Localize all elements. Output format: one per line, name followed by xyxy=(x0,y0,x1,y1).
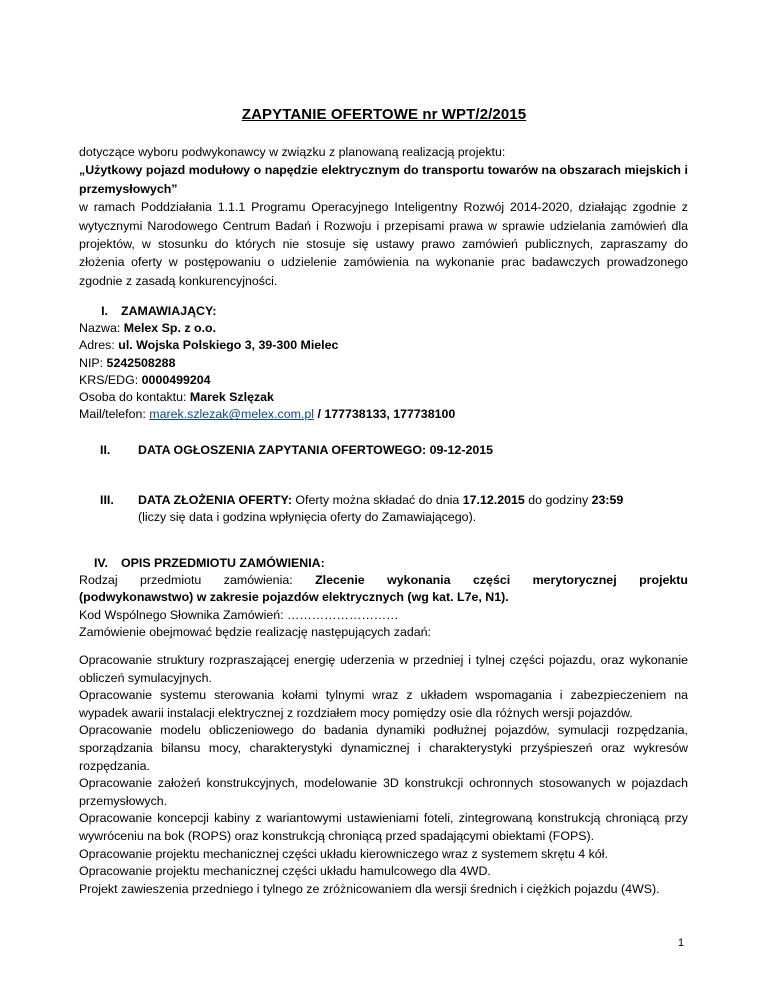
document-title: ZAPYTANIE OFERTOWE nr WPT/2/2015 xyxy=(241,106,527,123)
task-item: Opracowanie projektu mechanicznej części układu hamulcowego dla 4WD. xyxy=(79,864,491,879)
section-order-description xyxy=(79,555,688,641)
order-type-line: Rodzaj przedmiotu zamówienia: Zlecenie wykonania części merytorycznej projektu xyxy=(79,573,688,588)
orderer-krs: KRS/EDG: 0000499204 xyxy=(79,372,211,387)
orderer-mail-phone: Mail/telefon: marek.szlezak@melex.com.pl / 177738133, 177738100 xyxy=(79,407,456,422)
task-item: Opracowanie założeń konstrukcyjnych, modelowanie 3D konstrukcji ochronnych stosowanych w pojazdach przemysłowych. xyxy=(79,776,688,808)
section-orderer xyxy=(79,303,688,423)
section-offer-deadline xyxy=(79,492,688,526)
cpv-code: Kod Wspólnego Słownika Zamówień: ……………………… xyxy=(79,607,399,622)
orderer-name: Nazwa: Melex Sp. z o.o. xyxy=(79,321,217,336)
section-heading xyxy=(79,555,688,572)
email-link[interactable]: marek.szlezak@melex.com.pl xyxy=(149,407,315,422)
task-item: Opracowanie projektu mechanicznej części układu kierowniczego wraz z systemem skrętu 4 kół. xyxy=(79,846,608,861)
section-announcement-date xyxy=(79,442,688,459)
orderer-nip: NIP: 5242508288 xyxy=(79,355,176,370)
order-type-line-2: (podwykonawstwo) w zakresie pojazdów elektrycznych (wg kat. L7e, N1). xyxy=(79,590,509,605)
section-number: III. xyxy=(100,493,114,507)
section-title: DATA OGŁOSZENIA ZAPYTANIA OFERTOWEGO: 09-12-2015 xyxy=(138,443,494,457)
deadline-text: DATA ZŁOŻENIA OFERTY: Oferty można składać do dnia 17.12.2015 do godziny 23:59 xyxy=(138,493,624,507)
orderer-contact: Osoba do kontaktu: Marek Szlęzak xyxy=(79,390,274,405)
section-heading xyxy=(79,303,688,320)
task-item: Opracowanie systemu sterowania kołami tylnymi wraz z układem wspomagania i zabezpieczeniem na wypadek awarii instalacji elektrycznej z rozdziałem mocy pomiędzy osie dla różnych wersji pojazdów. xyxy=(79,688,688,720)
deadline-note: (liczy się data i godzina wpłynięcia oferty do Zamawiającego). xyxy=(138,510,477,525)
task-item: Projekt zawieszenia przedniego i tylnego ze zróżnicowaniem dla wersji średnich i ciężkich pojazdu (4WS). xyxy=(79,881,660,896)
section-title: ZAMAWIAJĄCY: xyxy=(121,304,217,318)
task-item: Opracowanie modelu obliczeniowego do badania dynamiki podłużnej pojazdów, symulacji rozpędzania, sporządzania bilansu mocy, charakterystyki dynamicznej i charakterystyki przyśpieszeń oraz wykresów rozpędzania. xyxy=(79,723,688,773)
page-number: 1 xyxy=(678,937,685,949)
task-list xyxy=(79,652,688,898)
task-item: Opracowanie struktury rozpraszającej energię uderzenia w przedniej i tylnej części pojazdu, oraz wykonanie obliczeń symulacyjnych. xyxy=(79,653,688,685)
tasks-intro: Zamówienie obejmować będzie realizację następujących zadań: xyxy=(79,624,431,639)
section-title: OPIS PRZEDMIOTU ZAMÓWIENIA: xyxy=(121,556,325,570)
intro-body: w ramach Poddziałania 1.1.1 Programu Operacyjnego Inteligentny Rozwój 2014-2020, działając zgodnie z wytycznymi Narodowego Centrum Badań i Rozwoju i przepisami prawa w sprawie udzielania zamówień dla projektów, w stosunku do których nie stosuje się ustawy prawo zamówień publicznych, zapraszamy do złożenia oferty w postępowaniu o udzielenie zamówienia na wykonanie prac badawczych prowadzonego zgodnie z zasadą konkurencyjności. xyxy=(79,200,688,288)
task-item: Opracowanie koncepcji kabiny z wariantowymi ustawieniami foteli, zintegrowaną konstrukcją chroniącą przy wywróceniu na bok (ROPS) oraz konstrukcją chroniącą przed spadającymi obiektami (FOPS). xyxy=(79,811,688,843)
intro-paragraph xyxy=(79,143,688,290)
project-name: „Użytkowy pojazd modułowy o napędzie elektrycznym do transportu towarów na obszarach miejskich i przemysłowych” xyxy=(79,163,688,196)
section-number: IV. xyxy=(93,556,108,570)
intro-line: dotyczące wyboru podwykonawcy w związku z planowaną realizacją projektu: xyxy=(79,145,506,159)
orderer-address: Adres: ul. Wojska Polskiego 3, 39-300 Mielec xyxy=(79,338,339,353)
section-number: II. xyxy=(100,443,111,457)
section-number: I. xyxy=(101,304,108,318)
